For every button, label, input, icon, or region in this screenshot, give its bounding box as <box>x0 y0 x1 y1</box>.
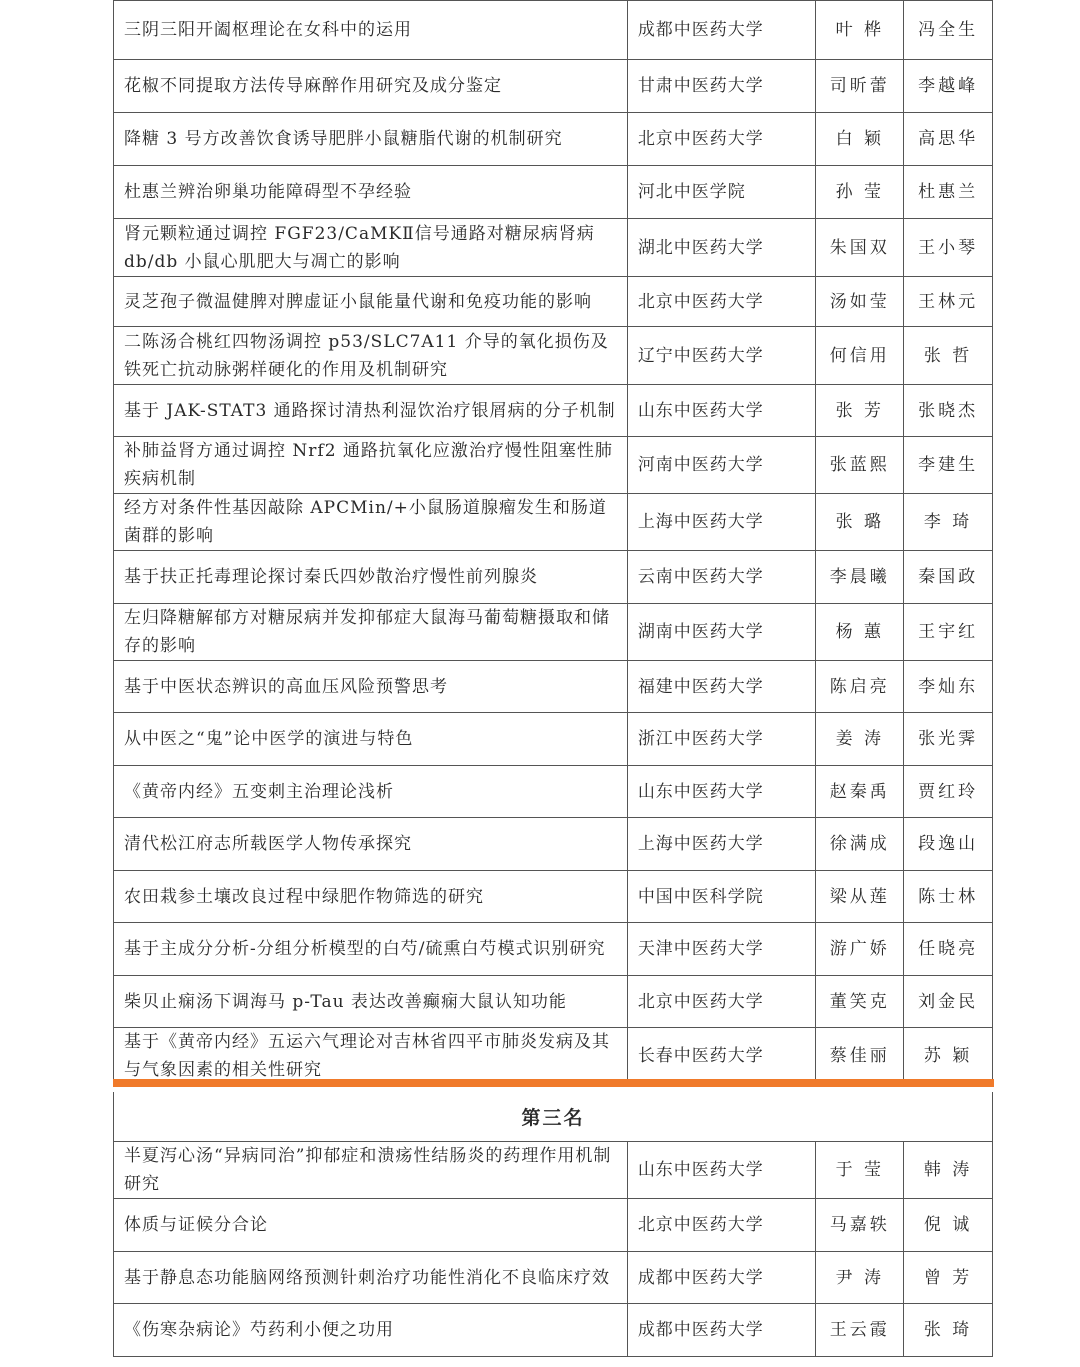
student-name: 司昕蕾 <box>816 60 904 112</box>
table-row <box>113 1028 993 1083</box>
project-title: 花椒不同提取方法传导麻醉作用研究及成分鉴定 <box>114 60 628 112</box>
advisor-name: 王宇红 <box>918 622 979 642</box>
student-name: 赵秦禹 <box>816 766 904 817</box>
table-row <box>113 871 993 923</box>
student-name: 张蓝熙 <box>816 437 904 493</box>
table-row <box>113 1252 993 1304</box>
highlight-divider-line <box>113 1079 994 1087</box>
table-row <box>113 277 993 327</box>
student-name: 王云霞 <box>816 1304 904 1356</box>
school-name: 湖南中医药大学 <box>628 604 817 660</box>
table-row <box>113 1142 993 1199</box>
school-name: 湖北中医药大学 <box>628 219 817 276</box>
advisor-name: 张光霁 <box>918 729 979 749</box>
advisor-name: 贾红玲 <box>918 781 979 802</box>
project-title: 三阴三阳开阖枢理论在女科中的运用 <box>114 1 628 59</box>
advisor-name: 曾 芳 <box>923 1267 973 1288</box>
student-name: 张 璐 <box>816 494 904 550</box>
advisor-name: 苏 颖 <box>923 1045 973 1066</box>
school-name: 北京中医药大学 <box>628 1199 817 1251</box>
project-title: 《伤寒杂病论》芍药利小便之功用 <box>114 1304 628 1356</box>
advisor-name: 李建生 <box>918 455 979 475</box>
school-name: 北京中医药大学 <box>628 277 817 326</box>
school-name: 河北中医学院 <box>628 166 817 218</box>
student-name: 马嘉轶 <box>816 1199 904 1251</box>
school-name: 甘肃中医药大学 <box>628 60 817 112</box>
project-title: 二陈汤合桃红四物汤调控 p53/SLC7A11 介导的氧化损伤及铁死亡抗动脉粥样硬化的作用及机制研究 <box>114 327 628 384</box>
student-name: 陈启亮 <box>816 661 904 712</box>
project-title: 清代松江府志所载医学人物传承探究 <box>114 818 628 870</box>
advisor-name: 张晓杰 <box>918 400 979 421</box>
advisor-name: 陈士林 <box>918 886 979 907</box>
table-row <box>113 437 993 494</box>
school-name: 云南中医药大学 <box>628 551 817 603</box>
student-name: 姜 涛 <box>816 713 904 765</box>
advisor-name: 张 琦 <box>923 1320 973 1340</box>
project-title: 柴贝止痫汤下调海马 p-Tau 表达改善癫痫大鼠认知功能 <box>114 976 628 1027</box>
table-row <box>113 494 993 551</box>
school-name: 福建中医药大学 <box>628 661 817 712</box>
project-title: 体质与证候分合论 <box>114 1199 628 1251</box>
table-row <box>113 60 993 113</box>
table-row <box>113 385 993 437</box>
school-name: 山东中医药大学 <box>628 1142 817 1198</box>
student-name: 于 莹 <box>816 1142 904 1198</box>
student-name: 徐满成 <box>816 818 904 870</box>
advisor-name: 秦国政 <box>918 567 979 587</box>
advisor-name: 段逸山 <box>918 834 979 854</box>
school-name: 山东中医药大学 <box>628 385 817 436</box>
school-name: 天津中医药大学 <box>628 923 817 975</box>
student-name: 张 芳 <box>816 385 904 436</box>
advisor-name: 李越峰 <box>918 76 979 96</box>
project-title: 基于扶正托毒理论探讨秦氏四妙散治疗慢性前列腺炎 <box>114 551 628 603</box>
project-title: 左归降糖解郁方对糖尿病并发抑郁症大鼠海马葡萄糖摄取和储存的影响 <box>114 604 628 660</box>
table-row <box>113 661 993 713</box>
school-name: 浙江中医药大学 <box>628 713 817 765</box>
project-title: 半夏泻心汤“异病同治”抑郁症和溃疡性结肠炎的药理作用机制研究 <box>114 1142 628 1198</box>
student-name: 梁从莲 <box>816 871 904 922</box>
advisor-name: 王小琴 <box>918 237 979 258</box>
table-row <box>113 1304 993 1357</box>
table-row <box>113 327 993 385</box>
school-name: 河南中医药大学 <box>628 437 817 493</box>
student-name: 蔡佳丽 <box>816 1028 904 1083</box>
project-title: 基于静息态功能脑网络预测针刺治疗功能性消化不良临床疗效 <box>114 1252 628 1303</box>
school-name: 北京中医药大学 <box>628 976 817 1027</box>
table-row <box>113 976 993 1028</box>
project-title: 补肺益肾方通过调控 Nrf2 通路抗氧化应激治疗慢性阻塞性肺疾病机制 <box>114 437 628 493</box>
project-title: 灵芝孢子微温健脾对脾虚证小鼠能量代谢和免疫功能的影响 <box>114 277 628 326</box>
school-name: 成都中医药大学 <box>628 1 817 59</box>
student-name: 游广娇 <box>816 923 904 975</box>
table-row <box>113 113 993 166</box>
table-row <box>113 766 993 818</box>
advisor-name: 王林元 <box>918 291 979 312</box>
student-name: 杨 蕙 <box>816 604 904 660</box>
student-name: 叶 桦 <box>816 1 904 59</box>
project-title: 基于 JAK-STAT3 通路探讨清热利湿饮治疗银屑病的分子机制 <box>114 385 628 436</box>
table-row <box>113 219 993 277</box>
table-row <box>113 923 993 976</box>
advisor-name: 刘金民 <box>918 991 979 1012</box>
table-row <box>113 166 993 219</box>
project-title: 经方对条件性基因敲除 APCMin/+小鼠肠道腺瘤发生和肠道菌群的影响 <box>114 494 628 550</box>
advisor-name: 任晓亮 <box>918 939 979 959</box>
section-heading: 第三名 <box>113 1092 993 1142</box>
school-name: 中国中医科学院 <box>628 871 817 922</box>
project-title: 降糖 3 号方改善饮食诱导肥胖小鼠糖脂代谢的机制研究 <box>114 113 628 165</box>
student-name: 何信用 <box>816 327 904 384</box>
school-name: 辽宁中医药大学 <box>628 327 817 384</box>
advisor-name: 张 哲 <box>923 345 973 366</box>
advisor-name: 倪 诚 <box>923 1215 973 1235</box>
advisor-name: 韩 涛 <box>923 1160 973 1180</box>
school-name: 山东中医药大学 <box>628 766 817 817</box>
project-title: 从中医之“鬼”论中医学的演进与特色 <box>114 713 628 765</box>
student-name: 李晨曦 <box>816 551 904 603</box>
school-name: 北京中医药大学 <box>628 113 817 165</box>
advisor-name: 李灿东 <box>918 676 979 697</box>
school-name: 长春中医药大学 <box>628 1028 817 1083</box>
table-row <box>113 713 993 766</box>
project-title: 杜惠兰辨治卵巢功能障碍型不孕经验 <box>114 166 628 218</box>
project-title: 基于《黄帝内经》五运六气理论对吉林省四平市肺炎发病及其与气象因素的相关性研究 <box>114 1028 628 1083</box>
student-name: 白 颖 <box>816 113 904 165</box>
table-row <box>113 1199 993 1252</box>
student-name: 汤如莹 <box>816 277 904 326</box>
advisor-name: 高思华 <box>918 129 979 149</box>
school-name: 上海中医药大学 <box>628 818 817 870</box>
student-name: 董笑克 <box>816 976 904 1027</box>
project-title: 基于主成分分析-分组分析模型的白芍/硫熏白芍模式识别研究 <box>114 923 628 975</box>
project-title: 农田栽参土壤改良过程中绿肥作物筛选的研究 <box>114 871 628 922</box>
school-name: 成都中医药大学 <box>628 1304 817 1356</box>
table-row <box>113 818 993 871</box>
student-name: 朱国双 <box>816 219 904 276</box>
advisor-name: 杜惠兰 <box>918 182 979 202</box>
advisor-name: 冯全生 <box>918 20 979 40</box>
school-name: 成都中医药大学 <box>628 1252 817 1303</box>
advisor-name: 李 琦 <box>923 512 973 532</box>
project-title: 肾元颗粒通过调控 FGF23/CaMKⅡ信号通路对糖尿病肾病 db/db 小鼠心肌肥大与凋亡的影响 <box>114 219 628 276</box>
school-name: 上海中医药大学 <box>628 494 817 550</box>
award-table <box>113 0 993 1357</box>
table-row <box>113 1 993 60</box>
project-title: 基于中医状态辨识的高血压风险预警思考 <box>114 661 628 712</box>
table-row <box>113 551 993 604</box>
table-row <box>113 604 993 661</box>
project-title: 《黄帝内经》五变刺主治理论浅析 <box>114 766 628 817</box>
student-name: 孙 莹 <box>816 166 904 218</box>
student-name: 尹 涛 <box>816 1252 904 1303</box>
